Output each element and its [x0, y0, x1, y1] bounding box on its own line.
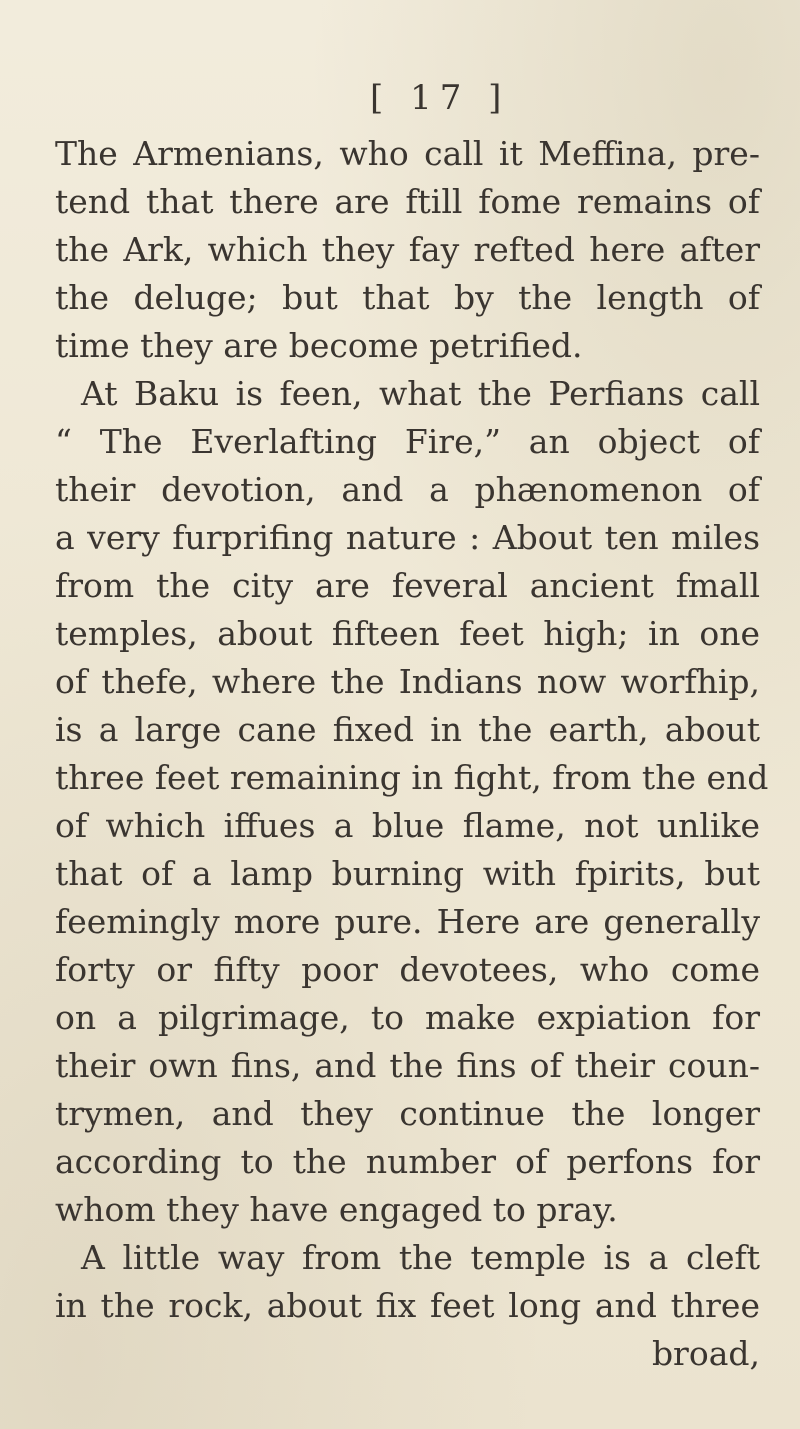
text-line: A little way from the temple is a cleft: [81, 1238, 760, 1277]
catchword-line: broad,: [651, 1334, 760, 1373]
text-line: the deluge; but that by the length of: [55, 278, 760, 317]
text-line: on a pilgrimage, to make expiation for: [55, 998, 760, 1037]
text-line: their own fins, and the fins of their coun-: [55, 1046, 760, 1085]
text-line: three feet remaining in fight, from the end: [55, 758, 769, 797]
text-line: temples, about fifteen feet high; in one: [55, 614, 760, 653]
text-line: that of a lamp burning with fpirits, but: [55, 854, 760, 893]
text-line: time they are become petrified.: [55, 326, 583, 365]
text-line: in the rock, about fix feet long and three: [55, 1286, 760, 1325]
text-line: of which iffues a blue flame, not unlike: [55, 806, 760, 845]
text-line: according to the number of perfons for: [55, 1142, 760, 1181]
text-line: the Ark, which they fay refted here after: [55, 230, 760, 269]
text-line: The Armenians, who call it Meffina, pre-: [55, 134, 760, 173]
text-line: trymen, and they continue the longer: [55, 1094, 760, 1133]
text-line: of thefe, where the Indians now worfhip,: [55, 662, 760, 701]
text-line: At Baku is feen, what the Perfians call: [81, 374, 760, 413]
text-line: forty or fifty poor devotees, who come: [55, 950, 760, 989]
text-line: tend that there are ftill fome remains of: [55, 182, 760, 221]
text-line: “ The Everlafting Fire,” an object of: [55, 422, 760, 461]
text-line: from the city are feveral ancient fmall: [55, 566, 760, 605]
text-line: feemingly more pure. Here are generally: [55, 902, 760, 941]
text-line: whom they have engaged to pray.: [55, 1190, 618, 1229]
body-text: [55, 130, 769, 1378]
text-line: their devotion, and a phænomenon of: [55, 470, 760, 509]
text-line: is a large cane fixed in the earth, about: [55, 710, 760, 749]
text-line: a very furprifing nature : About ten miles: [55, 518, 760, 557]
page-number: [ 17 ]: [370, 78, 510, 118]
